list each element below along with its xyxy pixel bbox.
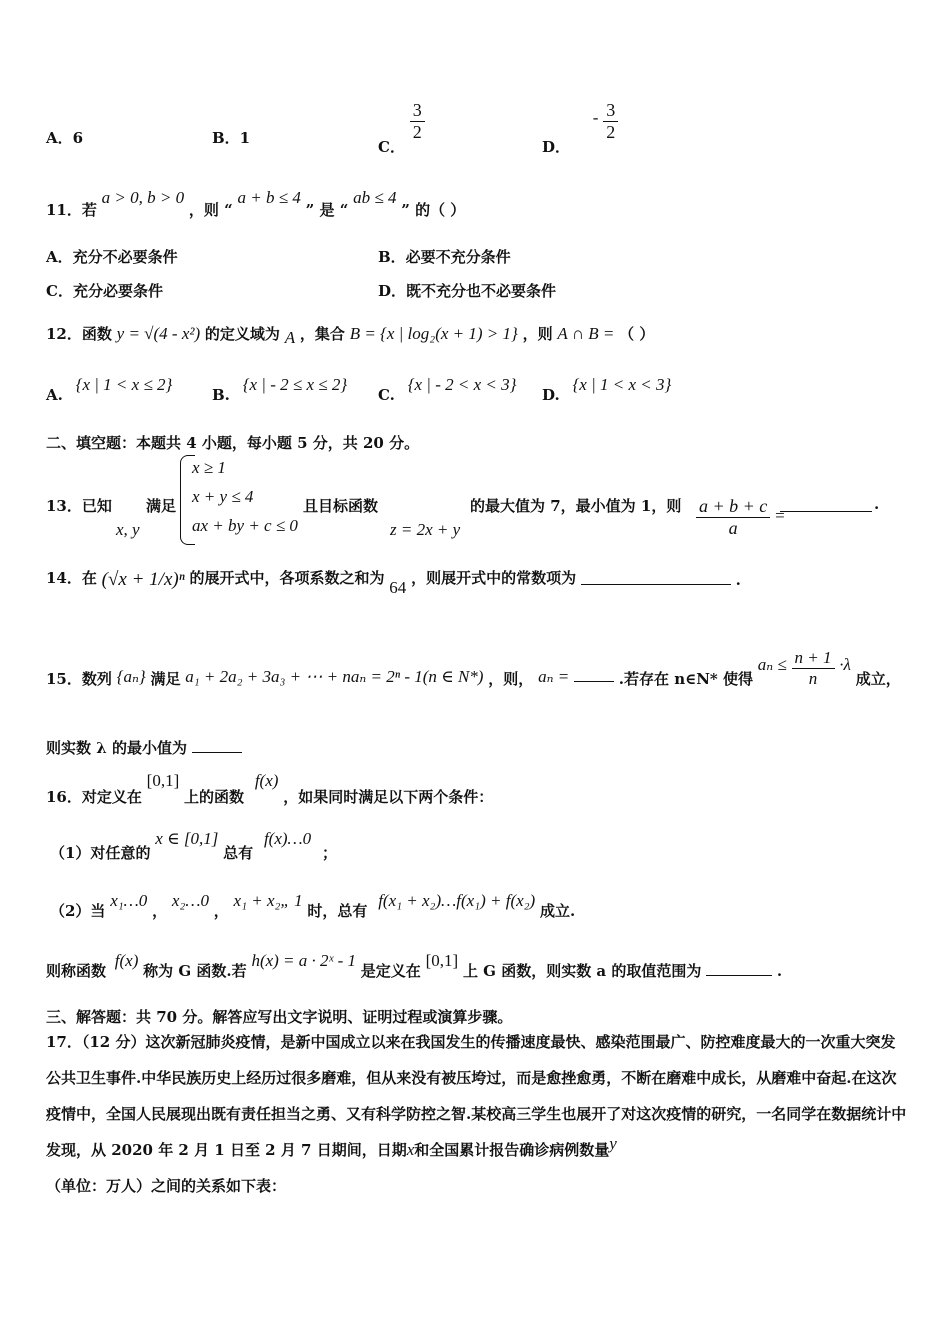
q13-fraction xyxy=(696,496,785,538)
q16-c1-mid: 总有 xyxy=(223,844,254,862)
fraction-numerator: n + 1 xyxy=(794,648,832,667)
q17-text: 17．（12 分）这次新冠肺炎疫情，是新中国成立以来在我国发生的传播速度最快、感染范围最广、防控难度最大的一次重大突发公共卫生事件.中华民族历史上经历过很多磨难，但从来没有被压垮过，而是愈挫愈勇，不断在磨难中成长，从磨难中奋起.在这次疫情中，全国人民展现出既有责任担当之勇、又有科学防控之智.某校高三学生也展开了对这次疫情的研究，一名同学在数据统计中发现，从 2020 年 2 月 1 日至 2 月 7 日期间，日期 xyxy=(46,1033,907,1159)
q10-option-a: A．6 xyxy=(46,129,84,147)
q13-period: . xyxy=(874,495,880,513)
q16-last-fx: f(x) xyxy=(114,951,139,970)
q12-option-c-set: {x | - 2 < x < 3} xyxy=(407,375,517,394)
q15-prefix: 15．数列 xyxy=(46,670,112,689)
section-2-heading: 二、填空题：本题共 4 小题，每小题 5 分，共 20 分。 xyxy=(46,434,420,452)
q13-constraint-2: x + y ≤ 4 xyxy=(192,487,254,506)
q16-c2-expression: f(x₁ + x₂)…f(x₁) + f(x₂) xyxy=(378,891,536,910)
q12-option-b-set: {x | - 2 ≤ x ≤ 2} xyxy=(242,375,348,394)
q14-mid: 的展开式中，各项系数之和为 xyxy=(189,569,385,587)
q11-option-c: C．充分必要条件 xyxy=(46,282,163,300)
fraction-numerator: 3 xyxy=(412,100,422,120)
q16-condition-1 xyxy=(50,828,337,862)
q12-option-a-label: A. xyxy=(46,386,63,404)
q10-option-b: B．1 xyxy=(212,129,251,147)
q10-option-c-fraction xyxy=(410,100,425,142)
q17-var-x: x xyxy=(406,1140,415,1159)
q11-prefix: 11．若 xyxy=(46,201,97,219)
q16-last-c: 是定义在 xyxy=(360,962,421,980)
q12-option-a-set: {x | 1 < x ≤ 2} xyxy=(75,375,173,394)
fraction-denominator: 2 xyxy=(410,121,425,143)
q17-end: （单位：万人）之间的关系如下表： xyxy=(46,1177,287,1195)
q11-end: ” 的（ ） xyxy=(401,201,466,219)
q16-c2-x1: x₁…0 xyxy=(110,891,148,910)
q15-answer-blank-2[interactable] xyxy=(192,738,242,753)
question-14 xyxy=(46,569,741,597)
q16-prefix: 16．对定义在 xyxy=(46,788,142,806)
q14-sum-value: 64 xyxy=(389,578,407,597)
question-11 xyxy=(46,187,466,219)
q16-last-interval: [0,1] xyxy=(425,951,459,970)
q11-option-d: D．既不充分也不必要条件 xyxy=(378,282,557,300)
q16-mid2: ，如果同时满足以下两个条件： xyxy=(283,788,494,806)
q11-then: ，则 “ xyxy=(188,201,233,219)
fraction-denominator: n xyxy=(792,668,835,689)
q12-intersection: A ∩ B = xyxy=(557,324,615,343)
q16-c2-label: （2）当 xyxy=(50,902,106,920)
q15-sequence: {aₙ} xyxy=(116,667,146,687)
q10-option-c-label: C． xyxy=(378,138,405,157)
q15-inequality-right: ·λ xyxy=(839,655,851,675)
q12-option-c-label: C. xyxy=(378,386,395,404)
q13-constraint-3: ax + by + c ≤ 0 xyxy=(192,516,298,535)
q12-end: （ ） xyxy=(619,325,655,343)
q13-satisfy: 满足 xyxy=(146,497,177,515)
q15-satisfy: 满足 xyxy=(150,670,181,689)
q13-objective-text: 且目标函数 xyxy=(303,497,379,515)
q13-objective: z = 2x + y xyxy=(390,520,461,539)
question-15 xyxy=(46,648,901,688)
q11-mid: ” 是 “ xyxy=(305,201,349,219)
q13-constraint-1: x ≥ 1 xyxy=(192,458,226,477)
q13-equals: = xyxy=(775,506,785,526)
q16-period: . xyxy=(776,962,783,980)
q12-option-c xyxy=(378,375,517,404)
q16-c2-end: 成立. xyxy=(540,902,576,920)
q15-answer-blank-1[interactable] xyxy=(574,667,614,682)
q15-line-2 xyxy=(46,737,242,758)
q12-mid1: 的定义域为 xyxy=(204,325,280,343)
fraction-numerator: 3 xyxy=(606,100,616,120)
q16-interval: [0,1] xyxy=(146,771,180,790)
q16-h-function: h(x) = a · 2ˣ - 1 xyxy=(251,951,356,970)
question-16 xyxy=(46,770,494,806)
q16-c1-expression: f(x)…0 xyxy=(263,829,312,848)
q12-option-b xyxy=(212,375,348,404)
q16-c2-sum: x₁ + x₂„ 1 xyxy=(233,891,303,910)
q14-answer-blank[interactable] xyxy=(581,570,731,585)
q11-statement-q: ab ≤ 4 xyxy=(353,188,397,207)
q16-last-b: 称为 G 函数.若 xyxy=(143,962,247,980)
section-3-heading: 三、解答题：共 70 分。解答应写出文字说明、证明过程或演算步骤。 xyxy=(46,1008,513,1026)
q16-last-a: 则称函数 xyxy=(46,962,107,980)
q16-c1-label: （1）对任意的 xyxy=(50,844,151,862)
q14-prefix: 14．在 xyxy=(46,569,97,587)
q11-statement-p: a + b ≤ 4 xyxy=(237,188,301,207)
q17-mid: 和全国累计报告确诊病例数量 xyxy=(414,1141,610,1159)
q16-function: f(x) xyxy=(254,771,279,790)
q10-option-d xyxy=(542,100,618,157)
q12-option-a xyxy=(46,375,173,404)
q10-option-d-fraction xyxy=(603,100,618,142)
q16-conclusion xyxy=(46,950,783,980)
q12-option-d-set: {x | 1 < x < 3} xyxy=(572,375,672,394)
q15-line2-text: 则实数 λ 的最小值为 xyxy=(46,739,187,757)
q12-mid2: ，集合 xyxy=(299,325,345,343)
q12-mid3: ，则 xyxy=(522,325,553,343)
q15-then: ，则， xyxy=(488,670,534,689)
q14-rest: ，则展开式中的常数项为 xyxy=(411,569,577,587)
q10-option-d-label: D． xyxy=(542,138,571,157)
q15-exist: .若存在 n∈N* 使得 xyxy=(618,670,753,689)
question-12 xyxy=(46,323,655,347)
q15-equation: a₁ + 2a₂ + 3a₃ + ⋯ + naₙ = 2ⁿ - 1(n ∈ N*) xyxy=(185,667,484,687)
q12-function: y = √(4 - x²) xyxy=(116,324,201,343)
question-17 xyxy=(46,1024,908,1204)
q11-option-a: A．充分不必要条件 xyxy=(46,248,178,266)
q17-var-y: y xyxy=(609,1134,617,1153)
q12-prefix: 12．函数 xyxy=(46,325,112,343)
q12-option-b-label: B. xyxy=(212,386,230,404)
q12-set-a: A xyxy=(284,328,296,347)
q13-prefix: 13．已知 xyxy=(46,497,112,515)
q15-holds: 成立， xyxy=(855,670,901,689)
fraction-numerator: a + b + c xyxy=(696,496,770,518)
q15-an: aₙ = xyxy=(538,667,570,687)
q16-last-d: 上 G 函数，则实数 a 的取值范围为 xyxy=(462,962,702,980)
q16-c2-mid: 时，总有 xyxy=(307,902,368,920)
fraction-denominator: a xyxy=(728,517,738,538)
q14-period: . xyxy=(735,571,741,589)
q13-answer-blank[interactable] xyxy=(780,497,872,512)
q12-option-d-label: D. xyxy=(542,386,560,404)
q16-c1-end: ； xyxy=(321,844,337,862)
q12-set-b: B = {x | log₂(x + 1) > 1} xyxy=(349,324,518,343)
q16-condition-2: （2）当 x₁…0 ， x₂…0 ， x₁ + x₂„ 1 时，总有 f(x₁ + x₂)…f(x₁) + f(x₂) 成立. xyxy=(50,891,576,920)
q16-mid1: 上的函数 xyxy=(184,788,245,806)
q16-c1-condition: x ∈ [0,1] xyxy=(155,829,219,848)
q13-vars: x, y xyxy=(116,520,140,539)
q13-rest: 的最大值为 7，最小值为 1，则 xyxy=(470,497,682,515)
q11-option-b: B．必要不充分条件 xyxy=(378,248,511,266)
q16-answer-blank[interactable] xyxy=(706,961,772,976)
q16-c2-x2: x₂…0 xyxy=(171,891,209,910)
q11-condition: a > 0, b > 0 xyxy=(101,188,185,207)
q15-inequality-left: aₙ ≤ xyxy=(757,655,787,675)
q10-option-c xyxy=(378,100,425,157)
q14-binomial: (√x + 1/x)ⁿ xyxy=(101,569,185,590)
q10-option-d-sign: - xyxy=(592,108,599,128)
fraction-denominator: 2 xyxy=(603,121,618,143)
q12-option-d xyxy=(542,375,672,404)
